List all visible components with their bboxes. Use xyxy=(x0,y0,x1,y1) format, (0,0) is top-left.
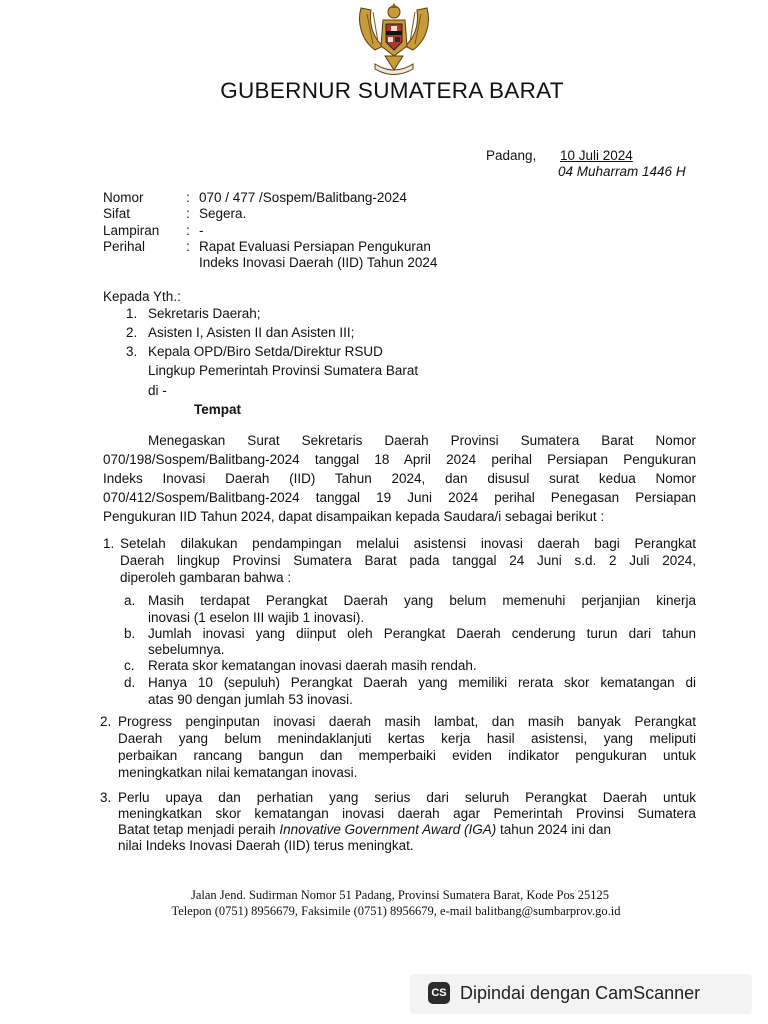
place-text: Padang, xyxy=(486,148,537,163)
recipient-number: 3. xyxy=(126,344,138,359)
greeting: Kepada Yth.: xyxy=(103,289,181,304)
recipient-item: Kepala OPD/Biro Setda/Direktur RSUD xyxy=(148,344,383,359)
meta-value-nomor: 070 / 477 /Sospem/Balitbang-2024 xyxy=(199,190,407,205)
footer-contact: Telepon (0751) 8956679, Faksimile (0751) 8956679, e-mail balitbang@sumbarprov.go.id xyxy=(171,904,621,918)
award-name: Innovative Government Award (IGA) xyxy=(279,822,497,837)
sub-letter: b. xyxy=(124,626,136,641)
recipient-item-line2: Lingkup Pemerintah Provinsi Sumatera Barat xyxy=(148,363,419,378)
intro-line: Menegaskan Surat Sekretaris Daerah Provinsi Sumatera Barat Nomor xyxy=(148,433,696,448)
tempat-text: Tempat xyxy=(194,402,242,417)
meta-colon: : xyxy=(186,190,190,205)
meta-label-lampiran: Lampiran xyxy=(103,223,160,238)
point-line: meningkatkan nilai kematangan inovasi. xyxy=(118,765,358,780)
sub-letter: d. xyxy=(124,675,136,690)
point-line: perbaikan rancang bangun dan memperbaiki eviden indikator pengukuran untuk xyxy=(118,748,696,763)
point-line: nilai Indeks Inovasi Daerah (IID) terus meningkat. xyxy=(118,838,414,853)
point-number: 1. xyxy=(103,536,115,551)
point-line: Perlu upaya dan perhatian yang serius dari seluruh Perangkat Daerah untuk xyxy=(118,790,696,805)
point-line: meningkatkan skor kematangan inovasi daerah agar Pemerintah Provinsi Sumatera xyxy=(118,806,696,821)
meta-value-perihal: Rapat Evaluasi Persiapan Pengukuran xyxy=(199,239,431,254)
letter-date: 10 Juli 2024 xyxy=(560,148,633,163)
di-text: di - xyxy=(148,383,167,398)
meta-colon: : xyxy=(186,239,190,254)
sub-line: inovasi (1 eselon III wajib 1 inovasi). xyxy=(148,610,365,625)
page-title: GUBERNUR SUMATERA BARAT xyxy=(220,78,564,103)
point-text: Batat tetap menjadi peraih xyxy=(118,822,280,837)
camscanner-logo-icon: CS xyxy=(428,982,450,1004)
intro-line: Pengukuran IID Tahun 2024, dapat disampaikan kepada Saudara/i sebagai berikut : xyxy=(103,509,605,524)
sub-line: Rerata skor kematangan inovasi daerah masih rendah. xyxy=(148,658,477,673)
meta-value-perihal-line2: Indeks Inovasi Daerah (IID) Tahun 2024 xyxy=(199,255,438,270)
sub-letter: a. xyxy=(124,593,136,608)
intro-line: 070/198/Sospem/Balitbang-2024 tanggal 18 April 2024 perihal Persiapan Pengukuran xyxy=(103,452,696,467)
recipient-item: Asisten I, Asisten II dan Asisten III; xyxy=(148,325,355,340)
sub-line: sebelumnya. xyxy=(148,642,225,657)
sub-line: Jumlah inovasi yang diinput oleh Perangkat Daerah cenderung turun dari tahun xyxy=(148,626,696,641)
sub-line: atas 90 dengan jumlah 53 inovasi. xyxy=(148,692,353,707)
point-text: tahun 2024 ini dan xyxy=(496,822,612,837)
sub-line: Masih terdapat Perangkat Daerah yang belum memenuhi perjanjian kinerja xyxy=(148,593,696,608)
camscanner-watermark xyxy=(410,974,752,1014)
point-line: diperoleh gambaran bahwa : xyxy=(120,570,292,585)
intro-line: Indeks Inovasi Daerah (IID) Tahun 2024, dan disusul surat kedua Nomor xyxy=(103,471,696,486)
point-line: Daerah lingkup Provinsi Sumatera Barat pada tanggal 24 Juni s.d. 2 Juli 2024, xyxy=(120,553,696,568)
garuda-emblem xyxy=(353,0,435,78)
meta-label-nomor: Nomor xyxy=(103,190,144,205)
point-number: 3. xyxy=(100,790,112,805)
recipient-number: 2. xyxy=(126,325,138,340)
meta-value-lampiran: - xyxy=(199,223,204,238)
sub-letter: c. xyxy=(124,658,135,673)
meta-value-sifat: Segera. xyxy=(199,206,247,221)
meta-label-sifat: Sifat xyxy=(103,206,131,221)
point-line: Setelah dilakukan pendampingan melalui asistensi inovasi daerah bagi Perangkat xyxy=(120,536,696,551)
meta-colon: : xyxy=(186,206,190,221)
hijri-date: 04 Muharram 1446 H xyxy=(558,164,686,179)
recipient-number: 1. xyxy=(126,306,138,321)
sub-line: Hanya 10 (sepuluh) Perangkat Daerah yang memiliki rerata skor kematangan di xyxy=(148,675,696,690)
meta-label-perihal: Perihal xyxy=(103,239,146,254)
point-line-mixed xyxy=(118,822,611,837)
camscanner-text: Dipindai dengan CamScanner xyxy=(460,983,701,1003)
recipient-item: Sekretaris Daerah; xyxy=(148,306,261,321)
intro-line: 070/412/Sospem/Balitbang-2024 tanggal 19 Juni 2024 perihal Penegasan Persiapan xyxy=(103,490,696,505)
meta-colon: : xyxy=(186,223,190,238)
point-line: Daerah yang belum menindaklanjuti kertas kerja hasil asistensi, yang meliputi xyxy=(118,731,696,746)
footer-address: Jalan Jend. Sudirman Nomor 51 Padang, Provinsi Sumatera Barat, Kode Pos 25125 xyxy=(190,888,609,902)
point-line: Progress penginputan inovasi daerah masih lambat, dan masih banyak Perangkat xyxy=(118,714,696,729)
point-number: 2. xyxy=(100,714,112,729)
